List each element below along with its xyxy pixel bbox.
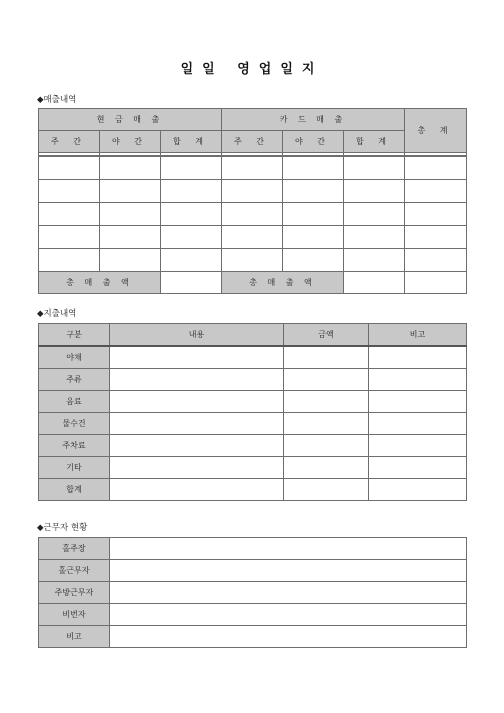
expense-note-cell[interactable] xyxy=(369,369,467,391)
grand-total-header: 총 계 xyxy=(405,109,467,153)
expense-note-cell[interactable] xyxy=(369,479,467,501)
table-row xyxy=(39,582,467,604)
table-row xyxy=(39,435,467,457)
sales-cell[interactable] xyxy=(222,180,283,203)
sales-cell[interactable] xyxy=(405,203,467,226)
sales-cell[interactable] xyxy=(39,180,100,203)
sales-cell[interactable] xyxy=(344,203,405,226)
sales-cell[interactable] xyxy=(161,203,222,226)
cash-day-header: 주 간 xyxy=(39,131,100,153)
staff-row-label: 홀근무자 xyxy=(39,560,110,582)
expense-amount-cell[interactable] xyxy=(284,369,369,391)
staff-row-label: 비고 xyxy=(39,626,110,648)
table-row xyxy=(39,538,467,560)
expense-amount-cell[interactable] xyxy=(284,479,369,501)
table-row xyxy=(39,180,467,203)
grand-total-cell[interactable] xyxy=(405,272,467,294)
sales-cell[interactable] xyxy=(100,180,161,203)
sales-cell[interactable] xyxy=(405,180,467,203)
sales-cell[interactable] xyxy=(161,226,222,249)
expense-section-label: ◆지출내역 xyxy=(37,309,77,319)
sales-cell[interactable] xyxy=(283,249,344,272)
card-day-header: 주 간 xyxy=(222,131,283,153)
cash-night-header: 야 간 xyxy=(100,131,161,153)
cash-sum-header: 합 계 xyxy=(161,131,222,153)
sales-cell[interactable] xyxy=(283,203,344,226)
sales-cell[interactable] xyxy=(161,156,222,180)
staff-table xyxy=(38,537,467,648)
expense-amount-cell[interactable] xyxy=(284,346,369,369)
expense-note-header: 비고 xyxy=(369,324,467,347)
page-title: 일일 영업일지 xyxy=(180,62,324,77)
expense-amount-cell[interactable] xyxy=(284,391,369,413)
expense-note-cell[interactable] xyxy=(369,346,467,369)
sales-cell[interactable] xyxy=(100,249,161,272)
staff-value-cell[interactable] xyxy=(110,604,467,626)
sales-cell[interactable] xyxy=(405,226,467,249)
expense-note-cell[interactable] xyxy=(369,457,467,479)
table-row xyxy=(39,369,467,391)
table-row xyxy=(39,346,467,369)
expense-amount-cell[interactable] xyxy=(284,435,369,457)
sales-cell[interactable] xyxy=(283,226,344,249)
table-row xyxy=(39,457,467,479)
expense-row-label: 합계 xyxy=(39,479,110,501)
sales-cell[interactable] xyxy=(100,156,161,180)
sales-cell[interactable] xyxy=(100,226,161,249)
sales-cell[interactable] xyxy=(161,180,222,203)
expense-row-label: 음료 xyxy=(39,391,110,413)
card-total-label: 총 매 출 액 xyxy=(222,272,344,294)
staff-value-cell[interactable] xyxy=(110,582,467,604)
expense-content-cell[interactable] xyxy=(110,391,284,413)
expense-row-label: 기타 xyxy=(39,457,110,479)
expense-content-header: 내용 xyxy=(110,324,284,347)
sales-cell[interactable] xyxy=(344,249,405,272)
expense-amount-cell[interactable] xyxy=(284,457,369,479)
cash-sales-header: 현 금 매 출 xyxy=(39,109,222,131)
card-night-header: 야 간 xyxy=(283,131,344,153)
expense-content-cell[interactable] xyxy=(110,479,284,501)
expense-note-cell[interactable] xyxy=(369,391,467,413)
expense-row-label: 야채 xyxy=(39,346,110,369)
card-sales-header: 카 드 매 출 xyxy=(222,109,405,131)
table-row xyxy=(39,226,467,249)
table-row xyxy=(39,604,467,626)
staff-row-label: 홀주장 xyxy=(39,538,110,560)
expense-category-header: 구분 xyxy=(39,324,110,347)
sales-cell[interactable] xyxy=(222,203,283,226)
cash-total-cell[interactable] xyxy=(161,272,222,294)
staff-row-label: 비번자 xyxy=(39,604,110,626)
sales-cell[interactable] xyxy=(344,156,405,180)
table-row xyxy=(39,391,467,413)
sales-section-label: ◆매출내역 xyxy=(37,95,77,105)
sales-table xyxy=(38,108,467,294)
sales-cell[interactable] xyxy=(161,249,222,272)
staff-row-label: 주방근무자 xyxy=(39,582,110,604)
expense-note-cell[interactable] xyxy=(369,413,467,435)
staff-value-cell[interactable] xyxy=(110,626,467,648)
sales-cell[interactable] xyxy=(283,156,344,180)
table-row xyxy=(39,203,467,226)
sales-cell[interactable] xyxy=(222,226,283,249)
expense-table xyxy=(38,323,467,501)
expense-amount-cell[interactable] xyxy=(284,413,369,435)
sales-cell[interactable] xyxy=(405,156,467,180)
table-row xyxy=(39,479,467,501)
sales-cell[interactable] xyxy=(100,203,161,226)
card-total-cell[interactable] xyxy=(344,272,405,294)
expense-note-cell[interactable] xyxy=(369,435,467,457)
expense-content-cell[interactable] xyxy=(110,346,284,369)
sales-cell[interactable] xyxy=(222,249,283,272)
table-row xyxy=(39,560,467,582)
sales-cell[interactable] xyxy=(405,249,467,272)
expense-content-cell[interactable] xyxy=(110,435,284,457)
sales-cell[interactable] xyxy=(344,180,405,203)
table-row xyxy=(39,249,467,272)
table-row xyxy=(39,413,467,435)
expense-content-cell[interactable] xyxy=(110,369,284,391)
expense-row-label: 주차료 xyxy=(39,435,110,457)
staff-section-label: ◆근무자 현황 xyxy=(37,523,88,533)
staff-value-cell[interactable] xyxy=(110,538,467,560)
expense-amount-header: 금액 xyxy=(284,324,369,347)
expense-row-label: 주류 xyxy=(39,369,110,391)
sales-cell[interactable] xyxy=(39,249,100,272)
table-row xyxy=(39,626,467,648)
card-sum-header: 합 계 xyxy=(344,131,405,153)
expense-content-cell[interactable] xyxy=(110,457,284,479)
sales-cell[interactable] xyxy=(344,226,405,249)
cash-total-label: 총 매 출 액 xyxy=(39,272,161,294)
sales-cell[interactable] xyxy=(39,226,100,249)
sales-cell[interactable] xyxy=(39,203,100,226)
expense-row-label: 물수건 xyxy=(39,413,110,435)
sales-cell[interactable] xyxy=(283,180,344,203)
table-row xyxy=(39,156,467,180)
staff-value-cell[interactable] xyxy=(110,560,467,582)
expense-content-cell[interactable] xyxy=(110,413,284,435)
sales-cell[interactable] xyxy=(222,156,283,180)
sales-cell[interactable] xyxy=(39,156,100,180)
